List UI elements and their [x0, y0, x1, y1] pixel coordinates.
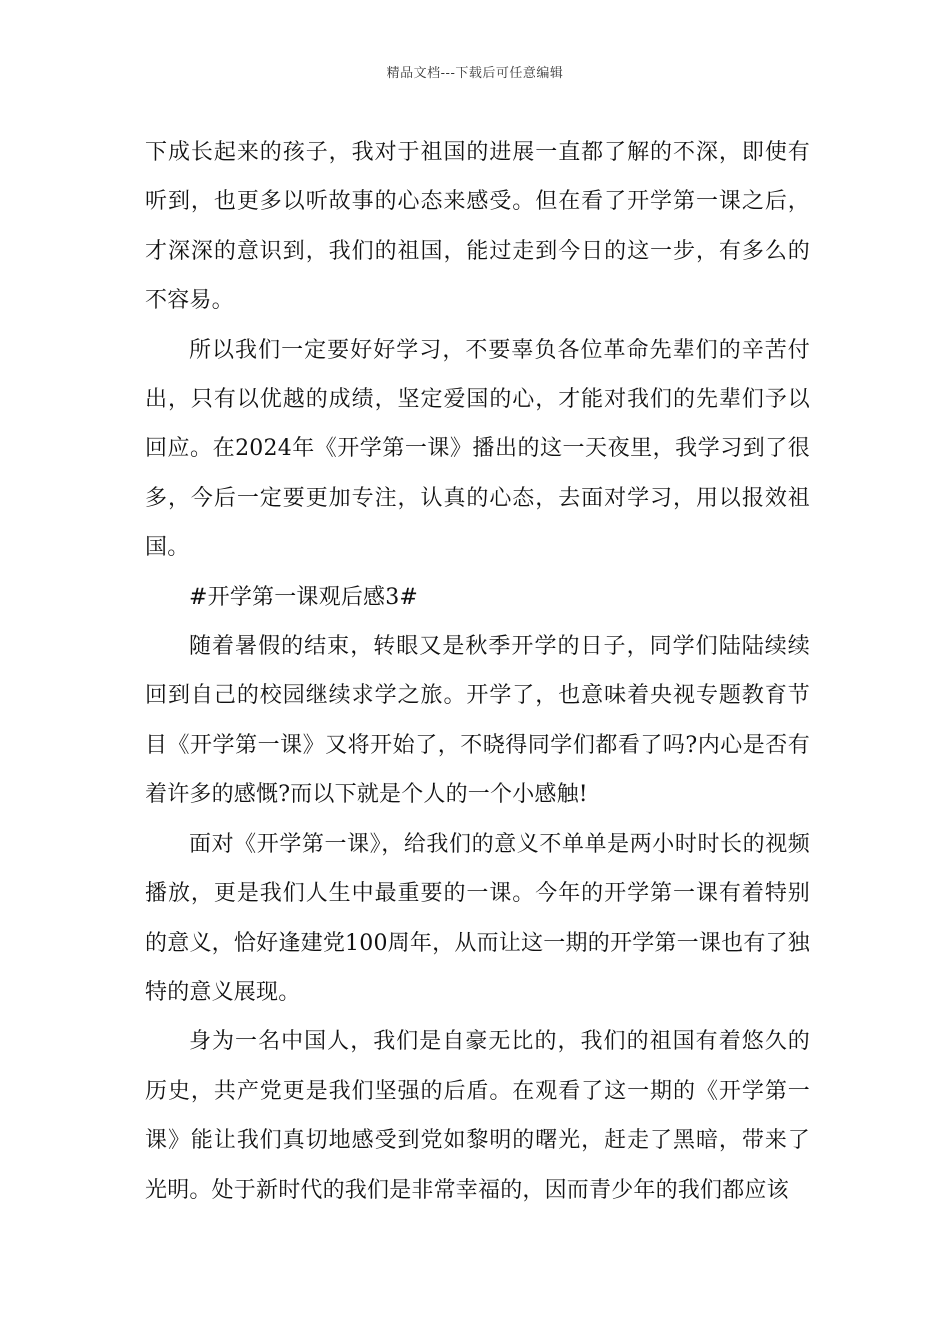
- document-body: [145, 128, 810, 1215]
- section-heading: #开学第一课观后感3#: [189, 584, 419, 610]
- paragraph-continued: 下成长起来的孩子，我对于祖国的进展一直都了解的不深，即使有听到，也更多以听故事的心态来感受。但在看了开学第一课之后，才深深的意识到，我们的祖国，能过走到今日的这一步，有多么的不容易。: [145, 140, 810, 314]
- paragraph: 所以我们一定要好好学习，不要辜负各位革命先辈们的辛苦付出，只有以优越的成绩，坚定爱国的心，才能对我们的先辈们予以回应。在2024年《开学第一课》播出的这一天夜里，我学习到了很多，今后一定要更加专注，认真的心态，去面对学习，用以报效祖国。: [145, 337, 810, 561]
- paragraph: 面对《开学第一课》，给我们的意义不单单是两小时时长的视频播放，更是我们人生中最重要的一课。今年的开学第一课有着特别的意义，恰好逢建党100周年，从而让这一期的开学第一课也有了独特的意义展现。: [145, 831, 810, 1005]
- paragraph: 身为一名中国人，我们是自豪无比的，我们的祖国有着悠久的历史，共产党更是我们坚强的后盾。在观看了这一期的《开学第一课》能让我们真切地感受到党如黎明的曙光，赶走了黑暗，带来了光明。处于新时代的我们是非常幸福的，因而青少年的我们都应该: [145, 1029, 810, 1203]
- page-header: 精品文档---下载后可任意编辑: [386, 66, 564, 81]
- paragraph: 随着暑假的结束，转眼又是秋季开学的日子，同学们陆陆续续回到自己的校园继续求学之旅。开学了，也意味着央视专题教育节目《开学第一课》又将开始了，不晓得同学们都看了吗?内心是否有着许多的感慨?而以下就是个人的一个小感触!: [145, 634, 810, 808]
